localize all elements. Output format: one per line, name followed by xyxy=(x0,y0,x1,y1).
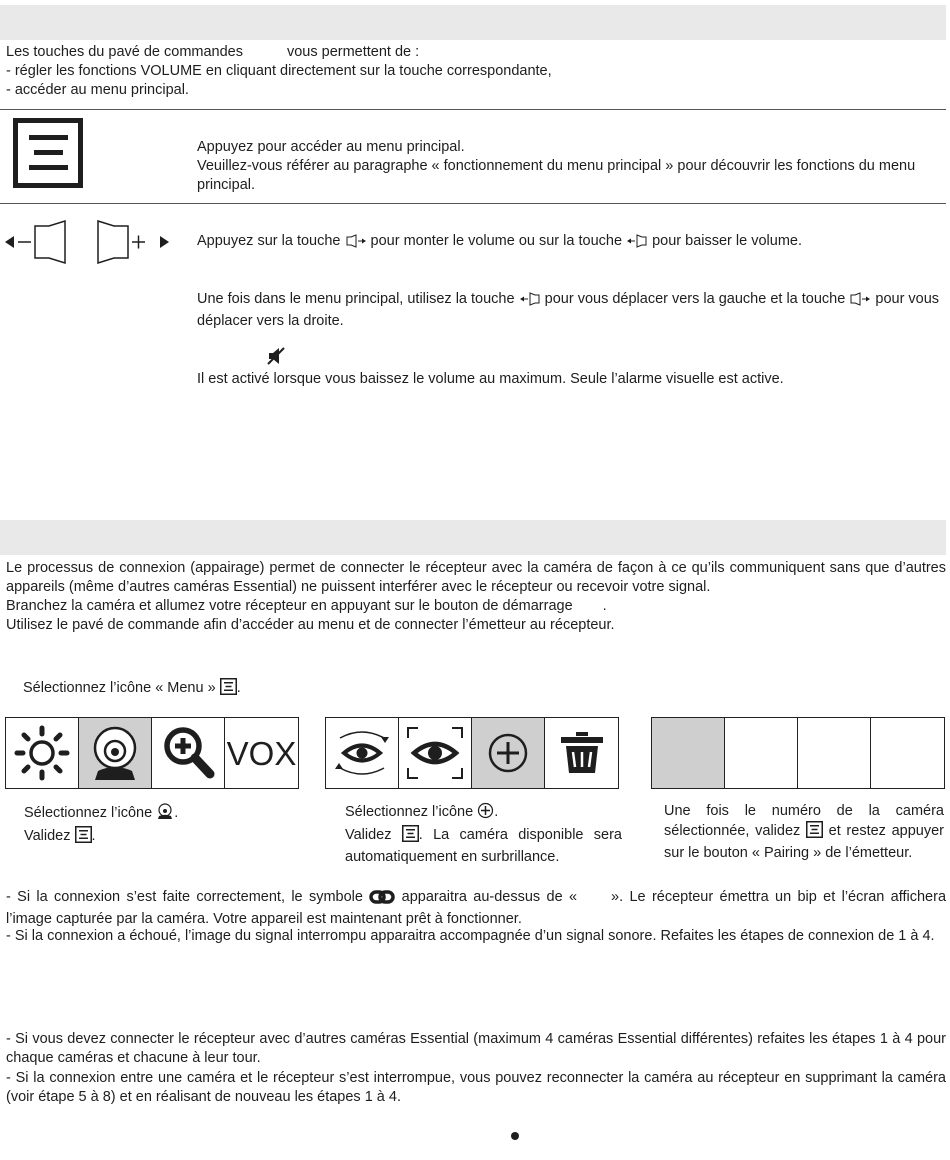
menu-grid-step-3 xyxy=(651,717,945,789)
intro-line3: - accéder au menu principal. xyxy=(6,82,189,98)
pairing-intro xyxy=(6,559,946,635)
volume-text-2b: pour vous déplacer vers la gauche et la touche xyxy=(544,291,846,307)
camera-small-icon xyxy=(156,802,174,826)
result-3 xyxy=(6,1030,946,1068)
volume-text-1 xyxy=(197,232,946,254)
brightness-cell xyxy=(6,718,79,788)
result-3-text: - Si vous devez connecter le récepteur avec d’autres caméras Essential (maximum 4 caméras Essential différentes) refaites les étapes 1 à 4 pour chaque caméras et chacune à leur tour. xyxy=(6,1031,946,1066)
camera-slot-1 xyxy=(652,718,725,788)
mute-description xyxy=(197,370,946,389)
page-bullet xyxy=(511,1132,519,1140)
volume-text-1c: pour baisser le volume. xyxy=(652,233,803,249)
zoom-cell xyxy=(152,718,225,788)
step-1-text-c: Validez xyxy=(24,828,71,844)
intro-line1-start: Les touches du pavé de commandes xyxy=(6,44,243,60)
camera-slot-2 xyxy=(725,718,798,788)
result-1-text-b: apparaitra au-dessus de « xyxy=(401,889,578,905)
camera-cell xyxy=(79,718,152,788)
section-header-band xyxy=(0,520,946,555)
select-menu-instruction xyxy=(23,678,241,701)
section-header-band xyxy=(0,5,946,40)
pairing-text-1: Le processus de connexion (appairage) permet de connecter le récepteur avec la caméra de façon à ce qu’ils communiquent sans que d’autres appareils (même d’autres caméras Essential) ne puissent interférer avec le récepteur ou recevoir votre signal. xyxy=(6,560,946,595)
result-1-text-c: ». Le récepteur émettra un bip et l’écran affichera l’image capturée par la caméra. Votre appareil est maintenant prêt à fonctionner. xyxy=(6,889,947,927)
mute-text: Il est activé lorsque vous baissez le volume au maximum. Seule l’alarme visuelle est active. xyxy=(197,371,784,387)
camera-slot-4 xyxy=(871,718,944,788)
divider xyxy=(0,203,946,204)
select-menu-text: Sélectionnez l’icône « Menu » xyxy=(23,680,216,696)
link-icon xyxy=(369,890,395,910)
eye-scan-cell xyxy=(326,718,399,788)
trash-icon xyxy=(557,730,607,776)
step-3-caption xyxy=(664,802,944,863)
brightness-icon xyxy=(12,723,72,783)
volume-down-icon xyxy=(626,234,648,254)
menu-icon xyxy=(806,821,823,844)
add-small-icon xyxy=(477,802,494,825)
select-menu-text-end: . xyxy=(236,680,241,696)
delete-cell xyxy=(545,718,618,788)
result-1 xyxy=(6,888,946,929)
vox-label: VOX xyxy=(226,734,297,772)
volume-text-1b: pour monter le volume ou sur la touche xyxy=(370,233,623,249)
step-2-text-d: . La caméra disponible sera automatiquement en surbrillance. xyxy=(345,827,622,865)
volume-up-icon xyxy=(345,234,367,254)
mute-icon xyxy=(267,347,285,371)
zoom-icon xyxy=(158,722,218,784)
volume-text-1a: Appuyez sur la touche xyxy=(197,233,341,249)
step-2-text-c: Validez xyxy=(345,827,392,843)
eye-frame-cell xyxy=(399,718,472,788)
camera-slot-3 xyxy=(798,718,871,788)
volume-keys-icon xyxy=(5,219,173,271)
step-2-text-b: . xyxy=(494,804,499,820)
add-camera-cell xyxy=(472,718,545,788)
step-2-caption xyxy=(345,802,622,867)
step-1-text-d: . xyxy=(91,828,96,844)
step-1-text-a: Sélectionnez l’icône xyxy=(24,805,153,821)
result-2-text: - Si la connexion a échoué, l’image du signal interrompu apparaitra accompagnée d’un signal sonore. Refaites les étapes de connexion de 1 à 4. xyxy=(6,928,935,944)
step-1-caption xyxy=(24,802,284,849)
volume-text-2 xyxy=(197,290,946,331)
step-3-text-a: Une fois le numéro de la caméra sélectionnée, validez xyxy=(664,803,944,839)
menu-icon xyxy=(402,825,419,848)
menu-key-icon xyxy=(13,118,83,194)
volume-text-2a: Une fois dans le menu principal, utilisez la touche xyxy=(197,291,515,307)
add-icon xyxy=(485,730,531,776)
result-2 xyxy=(6,927,946,946)
result-4 xyxy=(6,1069,946,1107)
result-1-text-a: - Si la connexion s’est faite correctement, le symbole xyxy=(6,889,363,905)
pairing-text-2: Branchez la caméra et allumez votre récepteur en appuyant sur le bouton de démarrage xyxy=(6,598,573,614)
step-3-text-b: et restez appuyer sur le bouton « Pairing » de l’émetteur. xyxy=(664,823,944,861)
menu-grid-step-2 xyxy=(325,717,619,789)
volume-down-icon xyxy=(519,292,541,312)
vox-cell xyxy=(225,718,298,788)
menu-icon xyxy=(220,678,237,701)
menu-key-line2: Veuillez-vous référer au paragraphe « fonctionnement du menu principal » pour découvrir les fonctions du menu principal. xyxy=(197,158,916,193)
camera-icon xyxy=(85,722,145,784)
eye-frame-icon xyxy=(404,724,466,782)
pairing-text-3: Utilisez le pavé de commande afin d’accéder au menu et de connecter l’émetteur au récepteur. xyxy=(6,617,615,633)
step-1-text-b: . xyxy=(174,805,179,821)
menu-icon xyxy=(75,826,92,849)
pairing-text-2-end: . xyxy=(602,598,607,614)
divider xyxy=(0,109,946,110)
eye-scan-icon xyxy=(331,728,393,778)
volume-text-2c: pour vous déplacer vers la droite. xyxy=(197,291,940,329)
menu-key-description xyxy=(197,138,946,195)
menu-key-line1: Appuyez pour accéder au menu principal. xyxy=(197,139,465,155)
menu-grid-step-1 xyxy=(5,717,299,789)
intro-text xyxy=(6,43,946,100)
intro-line1-end: vous permettent de : xyxy=(286,44,420,60)
step-2-text-a: Sélectionnez l’icône xyxy=(345,804,474,820)
intro-line2: - régler les fonctions VOLUME en cliquant directement sur la touche correspondante, xyxy=(6,63,552,79)
volume-up-icon xyxy=(849,292,871,312)
result-4-text: - Si la connexion entre une caméra et le récepteur s’est interrompue, vous pouvez reconnecter la caméra au récepteur en supprimant la caméra (voir étape 5 à 8) et en réalisant de nouveau les étapes 1 à 4. xyxy=(6,1070,946,1105)
